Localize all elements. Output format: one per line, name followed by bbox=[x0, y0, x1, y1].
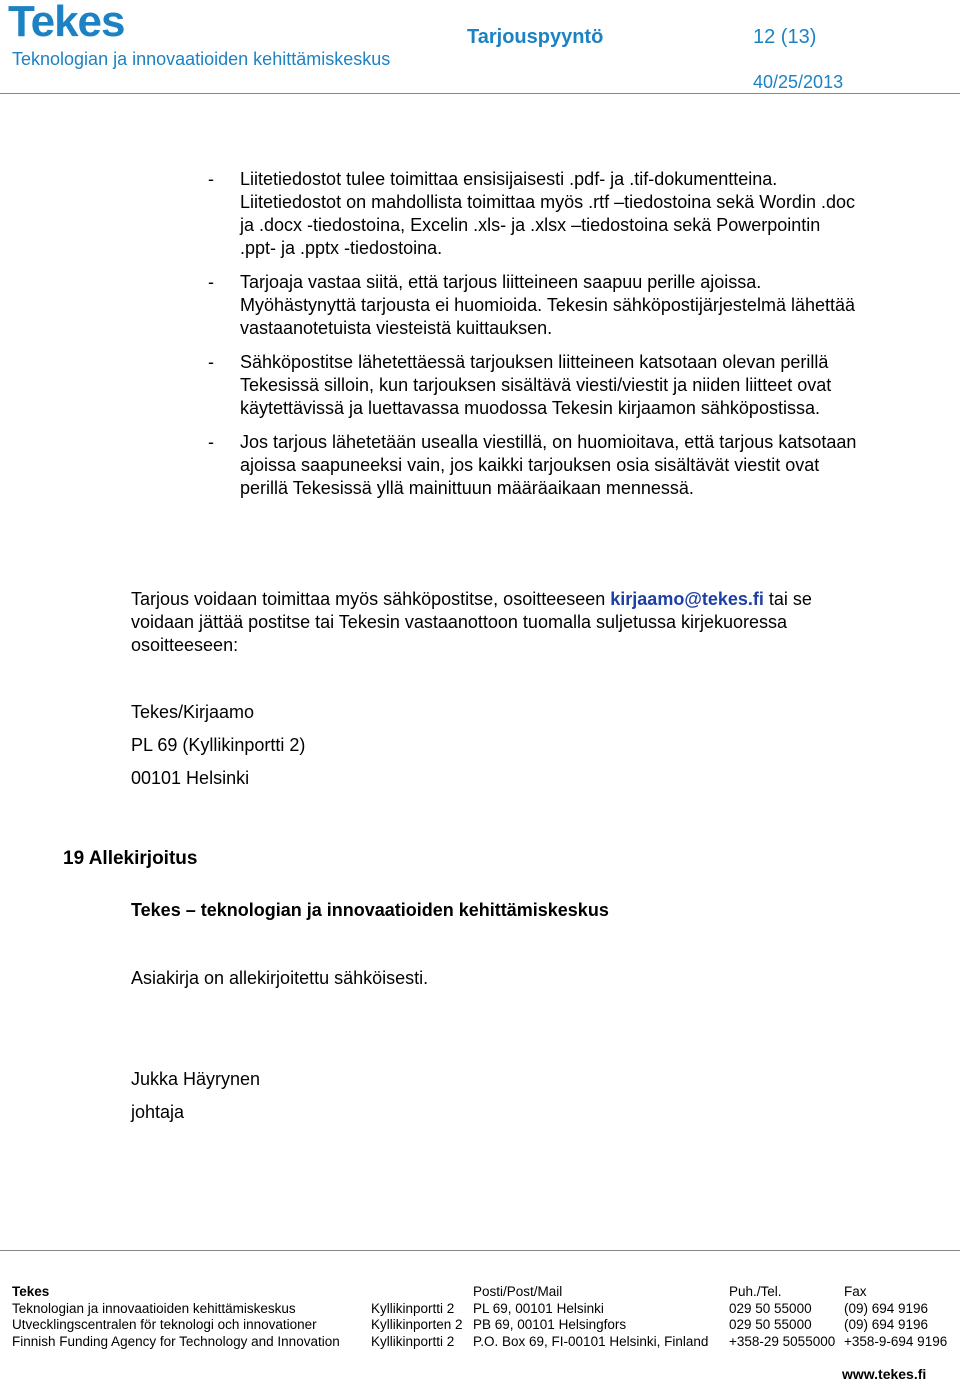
address-line-3: 00101 Helsinki bbox=[131, 768, 250, 788]
delivery-paragraph bbox=[131, 588, 851, 657]
header-org-name: Teknologian ja innovaatioiden kehittämiskeskus bbox=[12, 49, 391, 69]
signer-name: Jukka Häyrynen bbox=[131, 1069, 261, 1089]
list-item-text: Sähköpostitse lähetettäessä tarjouksen liitteineen katsotaan olevan perillä Tekesissä silloin, kun tarjouksen sisältävä viesti/viestit ja niiden liitteet ovat käytettävissä ja luettavassa muodossa Tekesin kirjaamon sähköpostissa. bbox=[240, 352, 832, 418]
requirements-list bbox=[0, 168, 960, 511]
address-line-2: PL 69 (Kyllikinportti 2) bbox=[131, 735, 306, 755]
footer-row-name: Teknologian ja innovaatioiden kehittämiskeskus bbox=[12, 1301, 296, 1316]
bullet-dash: - bbox=[208, 272, 214, 292]
footer-row-street: Kyllikinporten 2 bbox=[371, 1317, 463, 1332]
header-divider bbox=[0, 93, 960, 94]
footer-row-phone: 029 50 55000 bbox=[729, 1317, 812, 1332]
footer-row-name: Utvecklingscentralen för teknologi och innovationer bbox=[12, 1317, 317, 1332]
signature-note: Asiakirja on allekirjoitettu sähköisesti. bbox=[131, 968, 429, 988]
list-item-text: Liitetiedostot tulee toimittaa ensisijaisesti .pdf- ja .tif-dokumentteina. Liitetiedostot on mahdollista toimittaa myös .rtf –tiedostoina sekä Wordin .doc ja .docx -tiedostoina, Excelin .xls- ja .xlsx –tiedostoina sekä Powerpointin .ppt- ja .pptx -tiedostoina. bbox=[240, 169, 855, 258]
bullet-dash: - bbox=[208, 169, 214, 189]
page-number: 12 (13) bbox=[753, 26, 817, 48]
email-link[interactable]: kirjaamo@tekes.fi bbox=[610, 589, 764, 609]
footer-divider bbox=[0, 1250, 960, 1251]
list-item bbox=[0, 168, 960, 260]
footer-fax-heading: Fax bbox=[844, 1284, 867, 1299]
bullet-dash: - bbox=[208, 352, 214, 372]
footer-row-fax: +358-9-694 9196 bbox=[844, 1334, 948, 1349]
document-title: Tarjouspyyntö bbox=[467, 26, 604, 48]
delivery-intro: Tarjous voidaan toimittaa myös sähköpostitse, osoitteeseen bbox=[131, 589, 606, 609]
website-link[interactable]: www.tekes.fi bbox=[842, 1366, 927, 1382]
footer-row-fax: (09) 694 9196 bbox=[844, 1301, 929, 1316]
footer-row-phone: +358-29 5055000 bbox=[729, 1334, 836, 1349]
footer-row-name: Finnish Funding Agency for Technology and Innovation bbox=[12, 1334, 340, 1349]
list-item bbox=[0, 271, 960, 340]
signer-role: johtaja bbox=[131, 1102, 185, 1122]
address-line-1: Tekes/Kirjaamo bbox=[131, 702, 255, 722]
document-date: 40/25/2013 bbox=[753, 72, 844, 92]
footer-row-post: PL 69, 00101 Helsinki bbox=[473, 1301, 604, 1316]
footer-row-street: Kyllikinportti 2 bbox=[371, 1301, 455, 1316]
tekes-logo: Tekes bbox=[8, 0, 125, 46]
signing-organization: Tekes – teknologian ja innovaatioiden kehittämiskeskus bbox=[131, 900, 609, 920]
footer-row-street: Kyllikinportti 2 bbox=[371, 1334, 455, 1349]
list-item bbox=[0, 351, 960, 420]
list-item bbox=[0, 431, 960, 500]
footer-row-fax: (09) 694 9196 bbox=[844, 1317, 929, 1332]
footer-row-phone: 029 50 55000 bbox=[729, 1301, 812, 1316]
footer-phone-heading: Puh./Tel. bbox=[729, 1284, 782, 1299]
footer-post-heading: Posti/Post/Mail bbox=[473, 1284, 563, 1299]
list-item-text: Tarjoaja vastaa siitä, että tarjous liitteineen saapuu perille ajoissa. Myöhästynyttä tarjousta ei huomioida. Tekesin sähköpostijärjestelmä lähettää vastaanotetuista viesteistä kuittauksen. bbox=[240, 272, 856, 338]
footer-row-post: PB 69, 00101 Helsingfors bbox=[473, 1317, 627, 1332]
list-item-text: Jos tarjous lähetetään usealla viestillä, on huomioitava, että tarjous katsotaan ajoissa saapuneeksi vain, jos kaikki tarjouksen osia sisältävät viestit ovat perillä Tekesissä yllä mainittuun määräaikaan mennessä. bbox=[240, 432, 857, 498]
section-heading: 19 Allekirjoitus bbox=[63, 848, 198, 869]
bullet-dash: - bbox=[208, 432, 214, 452]
footer-row-post: P.O. Box 69, FI-00101 Helsinki, Finland bbox=[473, 1334, 709, 1349]
footer-brand: Tekes bbox=[12, 1284, 50, 1299]
delivery-rest: tai se voidaan jättää postitse tai Tekesin vastaanottoon tuomalla suljetussa kirjekuoressa osoitteeseen: bbox=[131, 589, 812, 655]
